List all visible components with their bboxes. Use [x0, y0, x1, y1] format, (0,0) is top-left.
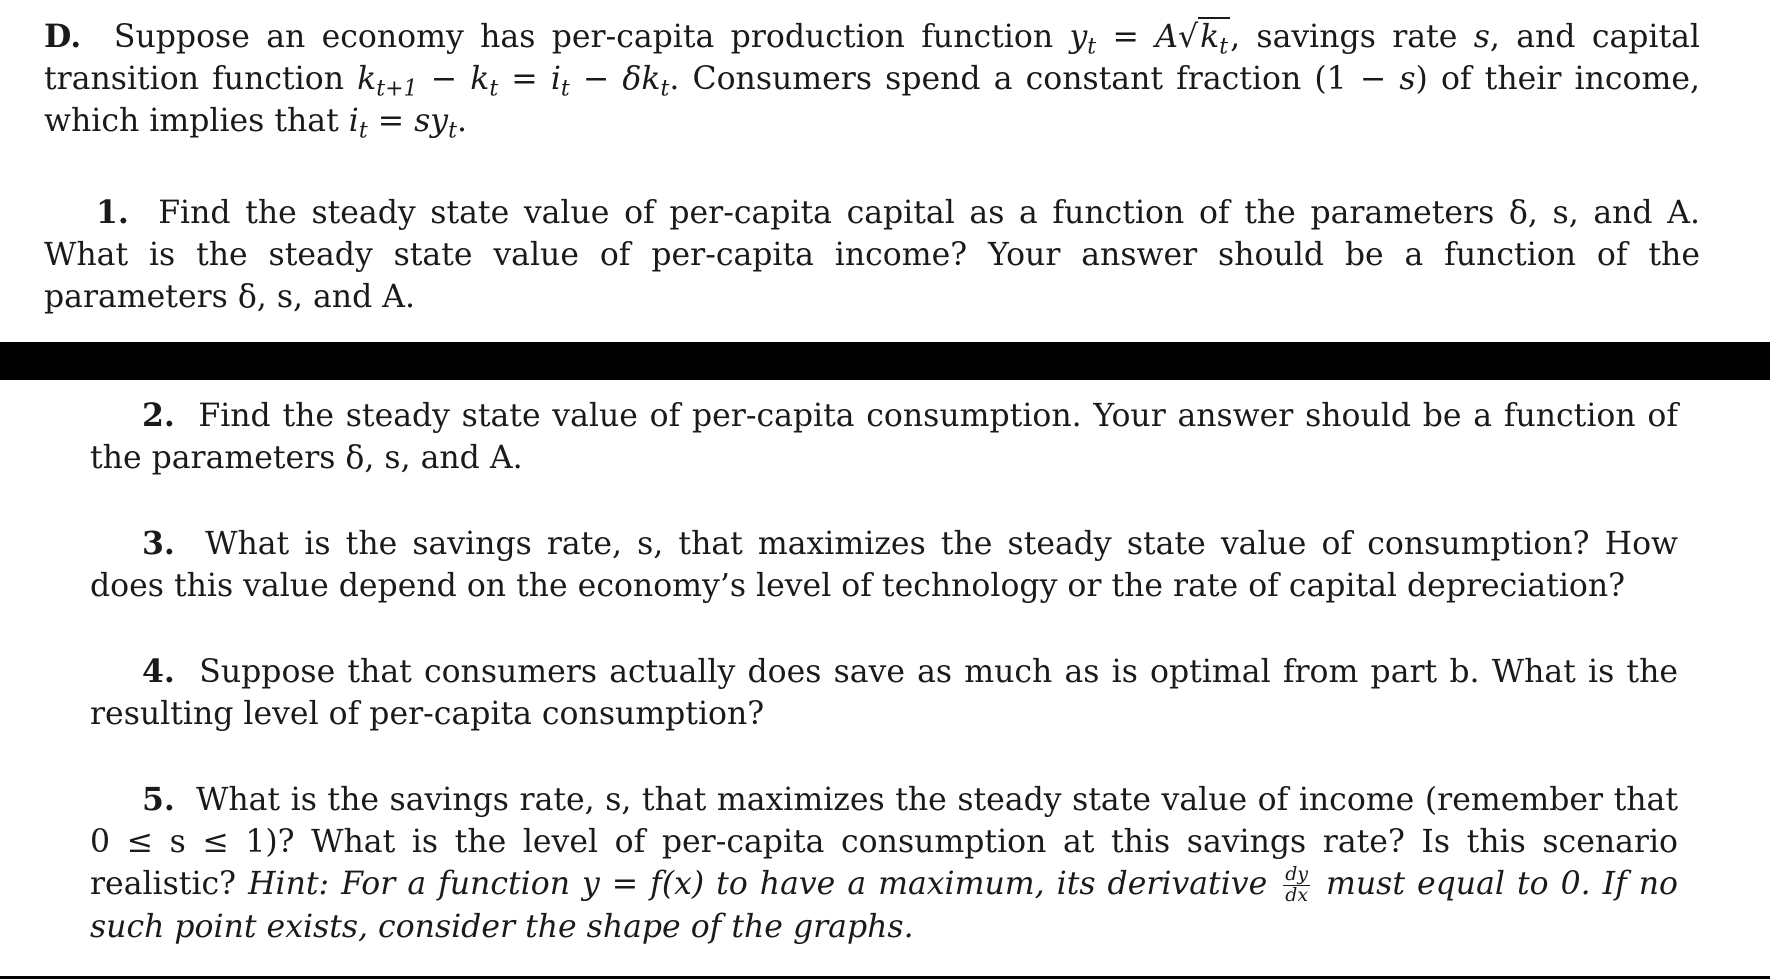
intro-text-1: Suppose an economy has per-capita production function [113, 19, 1070, 55]
question-3 [90, 523, 1678, 607]
question-number: 2. [142, 397, 175, 434]
var-y: y [1069, 19, 1088, 55]
var-sy: sy [414, 103, 449, 139]
sqrt-radicand [1198, 17, 1230, 60]
var-s: s [1473, 19, 1490, 55]
question-text: What is the savings rate, s, that maximizes the steady state value of income (remember that 0 ≤ s ≤ 1)? What is the level of per-capita consumption at this savings rate? Is this scenario realistic? [90, 782, 1678, 902]
frac-denominator: dx [1285, 884, 1308, 906]
question-5 [90, 779, 1678, 948]
frac-numerator: dy [1285, 863, 1308, 886]
equals: = [1096, 19, 1156, 55]
var-k: k [641, 61, 661, 97]
var-s: s [1399, 61, 1416, 97]
sub-t: t [358, 118, 368, 144]
derivative-fraction [1283, 865, 1310, 906]
problem-intro [44, 16, 1700, 142]
minus: − [417, 61, 471, 97]
var-A: A [1155, 19, 1179, 55]
sub-t: t [560, 76, 570, 102]
question-number: 4. [142, 653, 175, 690]
hint-text-b: must equal to 0. If no such point exists, consider the shape of the graphs. [90, 866, 1678, 945]
sub-t: t [448, 118, 457, 144]
question-number: 1. [96, 194, 129, 231]
question-1 [44, 192, 1700, 318]
hint-text-a: Hint: For a function y = f(x) to have a maximum, its derivative [248, 866, 1280, 902]
intro-text-3: , and capital transition function [44, 19, 1700, 97]
sub-t-plus-1: t+1 [376, 76, 418, 102]
var-i: i [550, 61, 561, 97]
var-delta: δ [622, 61, 642, 97]
question-text: What is the savings rate, s, that maximizes the steady state value of consumption? How does this value depend on the economy’s level of technology or the rate of capital depreciation? [90, 526, 1678, 604]
sub-t: t [660, 76, 670, 102]
sqrt-sign: √ [1178, 19, 1199, 55]
question-number: 5. [142, 781, 175, 818]
var-k: k [470, 61, 490, 97]
question-text: Find the steady state value of per-capita consumption. Your answer should be a function of the parameters δ, s, and A. [90, 398, 1678, 476]
sub-t: t [1219, 34, 1229, 60]
question-text: Suppose that consumers actually does save as much as is optimal from part b. What is the resulting level of per-capita consumption? [90, 654, 1679, 732]
equals: = [498, 61, 551, 97]
question-text: Find the steady state value of per-capita capital as a function of the parameters δ, s, and A. What is the steady state value of per-capita income? Your answer should be a function of the parameters δ, s, and A. [44, 195, 1700, 315]
question-number: 3. [142, 525, 175, 562]
intro-end: . [456, 103, 467, 139]
intro-text-5: ) of their income, which implies that [44, 61, 1701, 139]
sub-t: t [489, 76, 499, 102]
intro-text-2: , savings rate [1230, 19, 1474, 55]
question-4 [90, 651, 1678, 735]
var-k: k [357, 61, 377, 97]
question-2 [90, 395, 1678, 479]
var-k: k [1200, 19, 1220, 55]
equals: = [367, 103, 415, 139]
minus: − [569, 61, 623, 97]
intro-text-4: . Consumers spend a constant fraction (1 − [669, 61, 1400, 97]
problem-label: D. [44, 18, 82, 55]
var-i: i [348, 103, 359, 139]
redaction-bar [0, 342, 1770, 380]
sub-t: t [1087, 34, 1097, 60]
